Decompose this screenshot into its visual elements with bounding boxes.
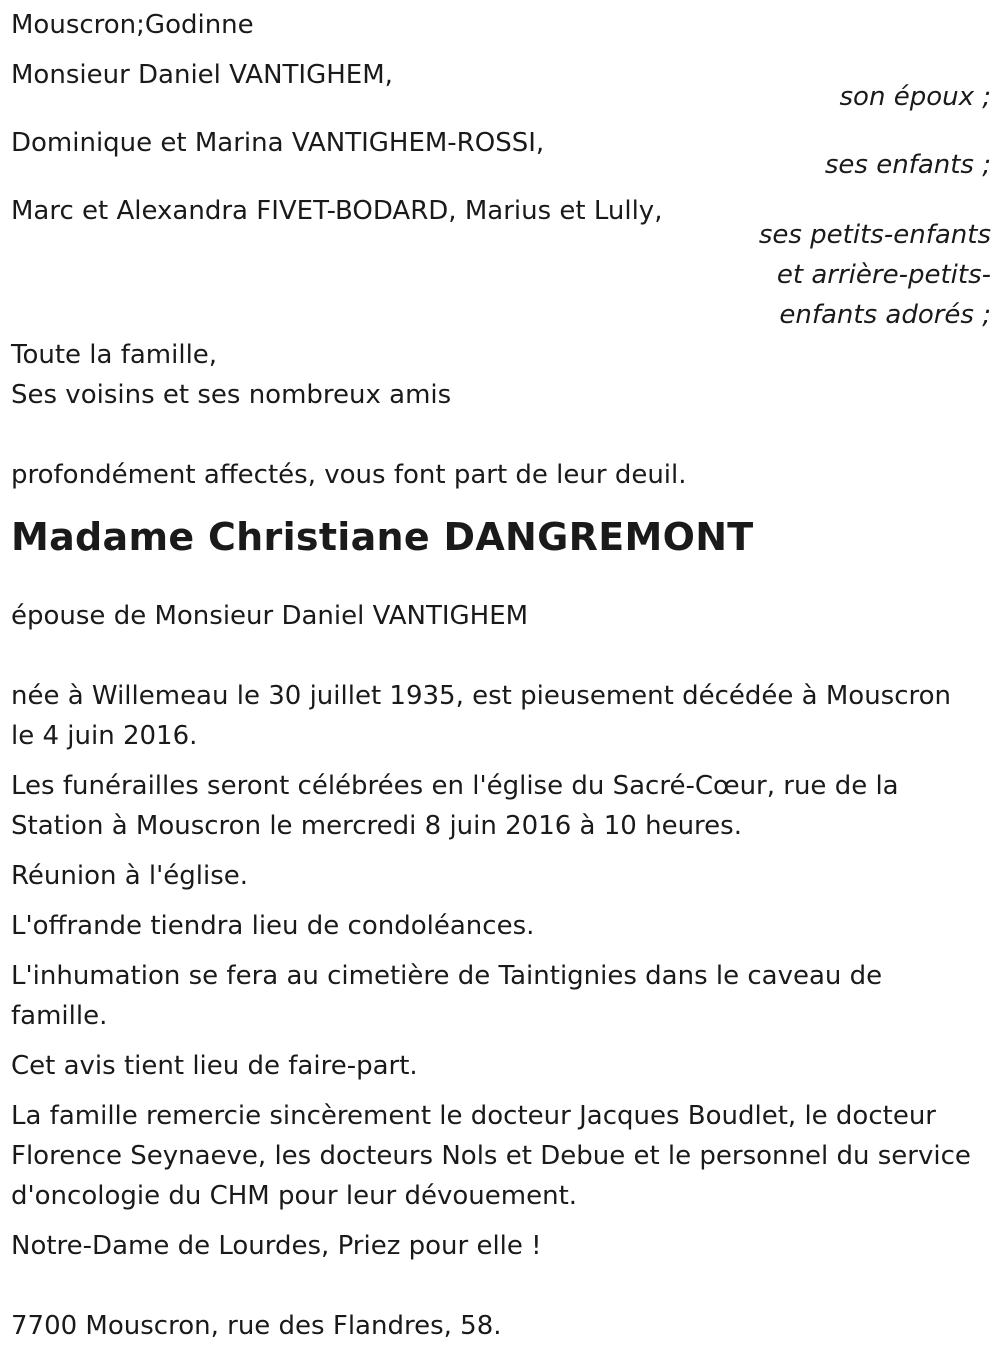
burial-text: famille.	[11, 1001, 108, 1031]
family-role: ses enfants ;	[824, 150, 991, 180]
family-role: son époux ;	[839, 82, 991, 112]
family-entry-grandchildren	[11, 191, 991, 335]
funeral-text: Station à Mouscron le mercredi 8 juin 2016 à 10 heures.	[11, 811, 742, 841]
family-role-line: ses petits-enfants	[758, 220, 991, 250]
birth-death-text: le 4 juin 2016.	[11, 721, 198, 751]
others-line: Toute la famille,	[11, 340, 218, 370]
prayer-text: Notre-Dame de Lourdes, Priez pour elle !	[11, 1231, 542, 1261]
family-role-line: et arrière-petits-	[776, 260, 991, 290]
burial-text: L'inhumation se fera au cimetière de Taintignies dans le caveau de	[11, 961, 883, 991]
spouse-of: épouse de Monsieur Daniel VANTIGHEM	[11, 601, 529, 631]
meeting-text: Réunion à l'église.	[11, 861, 249, 891]
announcement: profondément affectés, vous font part de leur deuil.	[11, 460, 687, 490]
address: 7700 Mouscron, rue des Flandres, 58.	[11, 1311, 502, 1341]
obituary-notice	[11, 5, 991, 1346]
locations: Mouscron;Godinne	[11, 10, 254, 40]
others-line: Ses voisins et ses nombreux amis	[11, 380, 452, 410]
deceased-name: Madame Christiane DANGREMONT	[11, 515, 754, 559]
offering-text: L'offrande tiendra lieu de condoléances.	[11, 911, 535, 941]
funeral-text: Les funérailles seront célébrées en l'église du Sacré-Cœur, rue de la	[11, 771, 899, 801]
family-name: Dominique et Marina VANTIGHEM-ROSSI,	[11, 128, 545, 158]
family-entry-spouse	[11, 55, 991, 115]
family-role-line: enfants adorés ;	[779, 300, 991, 330]
family-name: Monsieur Daniel VANTIGHEM,	[11, 60, 393, 90]
birth-death-text: née à Willemeau le 30 juillet 1935, est pieusement décédée à Mouscron	[11, 681, 952, 711]
family-name: Marc et Alexandra FIVET-BODARD, Marius et Lully,	[11, 196, 663, 226]
thanks-text: d'oncologie du CHM pour leur dévouement.	[11, 1181, 578, 1211]
family-entry-children	[11, 123, 991, 183]
thanks-text: Florence Seynaeve, les docteurs Nols et Debue et le personnel du service	[11, 1141, 971, 1171]
notice-text: Cet avis tient lieu de faire-part.	[11, 1051, 418, 1081]
thanks-text: La famille remercie sincèrement le docteur Jacques Boudlet, le docteur	[11, 1101, 936, 1131]
